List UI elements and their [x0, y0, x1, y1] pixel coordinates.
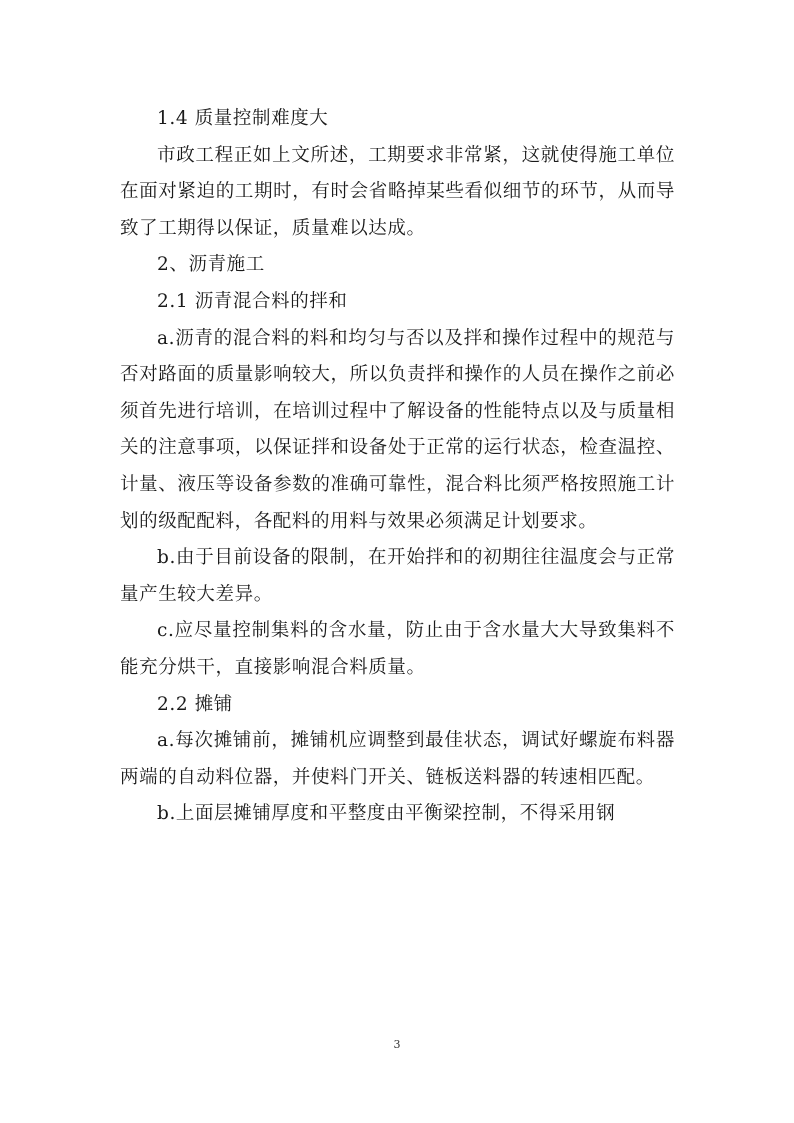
heading-2: 2、沥青施工 [157, 254, 265, 276]
document-body [120, 101, 675, 833]
body-paragraph: c.应尽量控制集料的含水量，防止由于含水量大大导致集料不能充分烘干，直接影响混合料质量。 [120, 620, 675, 678]
heading-1-4: 1.4 质量控制难度大 [157, 108, 329, 129]
body-paragraph: b.由于目前设备的限制，在开始拌和的初期往往温度会与正常量产生较大差异。 [120, 547, 675, 605]
body-paragraph: a.沥青的混合料的料和均匀与否以及拌和操作过程中的规范与否对路面的质量影响较大，所以负责拌和操作的人员在操作之前必须首先进行培训，在培训过程中了解设备的性能特点以及与质量相关的注意事项，以保证拌和设备处于正常的运行状态，检查温控、计量、液压等设备参数的准确可靠性，混合料比须严格按照施工计划的级配配料，各配料的用料与效果必须满足计划要求。 [120, 327, 675, 532]
body-paragraph: a.每次摊铺前，摊铺机应调整到最佳状态，调试好螺旋布料器两端的自动料位器，并使料门开关、链板送料器的转速相匹配。 [120, 730, 675, 788]
body-paragraph: b.上面层摊铺厚度和平整度由平衡梁控制，不得采用钢 [157, 803, 616, 825]
page-number: 3 [393, 1038, 401, 1051]
body-paragraph: 市政工程正如上文所述，工期要求非常紧，这就使得施工单位在面对紧迫的工期时，有时会省略掉某些看似细节的环节，从而导致了工期得以保证，质量难以达成。 [120, 144, 675, 239]
heading-2-1: 2.1 沥青混合料的拌和 [157, 290, 348, 312]
heading-2-2: 2.2 摊铺 [157, 693, 233, 715]
